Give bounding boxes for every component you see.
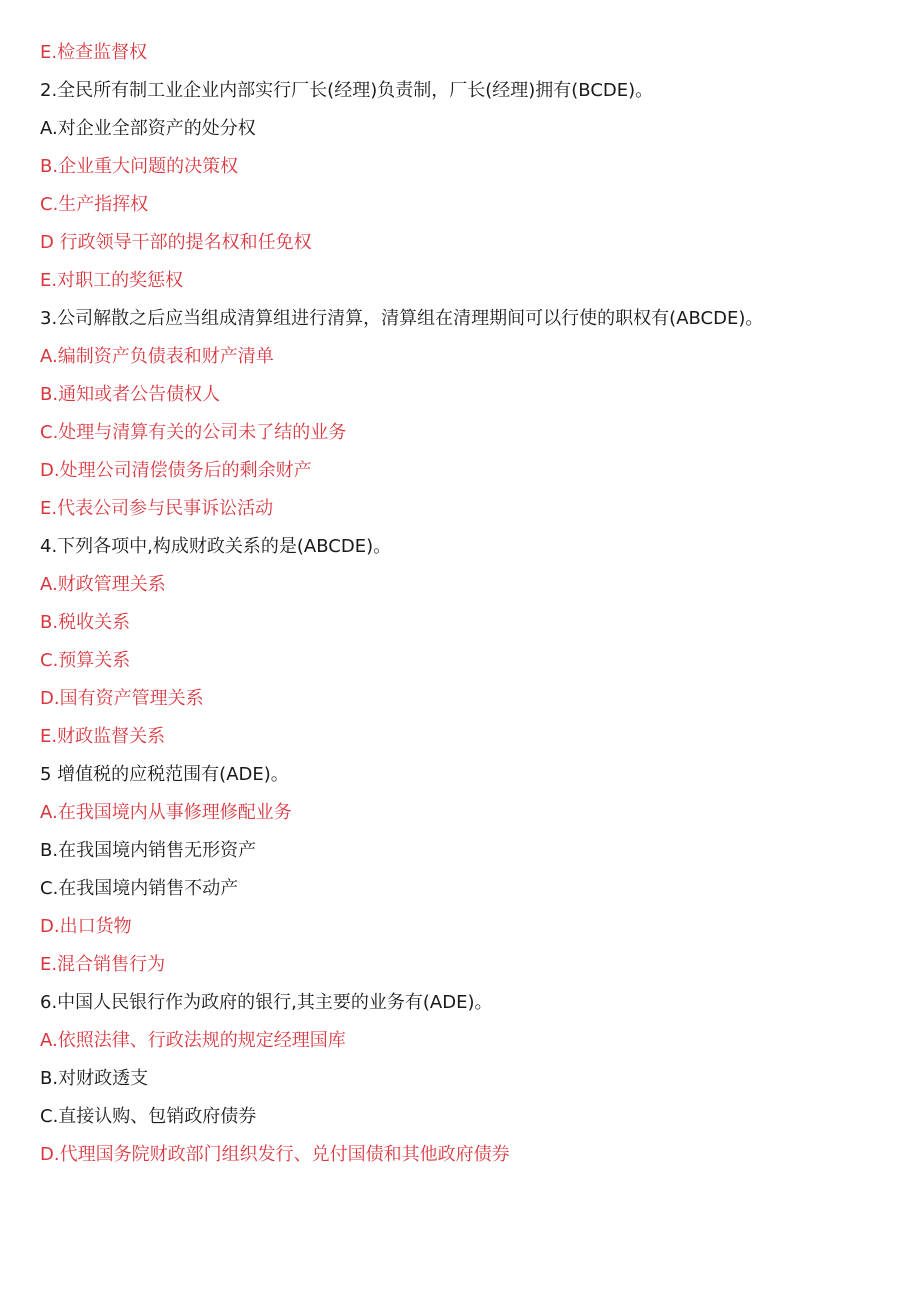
option-line: D.处理公司清偿债务后的剩余财产 (40, 460, 312, 481)
option-line: E.检查监督权 (40, 42, 148, 63)
option-line: A.依照法律、行政法规的规定经理国库 (40, 1030, 346, 1051)
option-line: C.预算关系 (40, 650, 131, 671)
option-line: B.税收关系 (40, 612, 131, 633)
option-line: C.生产指挥权 (40, 194, 149, 215)
option-line: A.编制资产负债表和财产清单 (40, 346, 274, 367)
option-line: B.企业重大问题的决策权 (40, 156, 239, 177)
option-line: E.财政监督关系 (40, 726, 166, 747)
option-line: A.财政管理关系 (40, 574, 166, 595)
option-line: C.处理与清算有关的公司未了结的业务 (40, 422, 347, 443)
option-line: D.出口货物 (40, 916, 132, 937)
question-line: 5 增值税的应税范围有(ADE)。 (40, 764, 289, 785)
option-line: B.在我国境内销售无形资产 (40, 840, 257, 861)
option-line: B.通知或者公告债权人 (40, 384, 221, 405)
option-line: C.直接认购、包销政府债券 (40, 1106, 257, 1127)
option-line: C.在我国境内销售不动产 (40, 878, 239, 899)
option-line: A.对企业全部资产的处分权 (40, 118, 256, 139)
option-line: A.在我国境内从事修理修配业务 (40, 802, 292, 823)
option-line: E.代表公司参与民事诉讼活动 (40, 498, 274, 519)
option-line: E.对职工的奖惩权 (40, 270, 184, 291)
option-line: D.国有资产管理关系 (40, 688, 204, 709)
question-line: 4.下列各项中,构成财政关系的是(ABCDE)。 (40, 536, 392, 557)
option-line: B.对财政透支 (40, 1068, 149, 1089)
question-line: 2.全民所有制工业企业内部实行厂长(经理)负责制，厂长(经理)拥有(BCDE)。 (40, 80, 654, 101)
document-page (40, 34, 900, 1174)
option-line: E.混合销售行为 (40, 954, 166, 975)
option-line: D 行政领导干部的提名权和任免权 (40, 232, 312, 253)
question-line: 6.中国人民银行作为政府的银行,其主要的业务有(ADE)。 (40, 992, 493, 1013)
option-line: D.代理国务院财政部门组织发行、兑付国债和其他政府债券 (40, 1144, 510, 1165)
question-line: 3.公司解散之后应当组成清算组进行清算，清算组在清理期间可以行使的职权有(ABCDE)。 (40, 308, 764, 329)
